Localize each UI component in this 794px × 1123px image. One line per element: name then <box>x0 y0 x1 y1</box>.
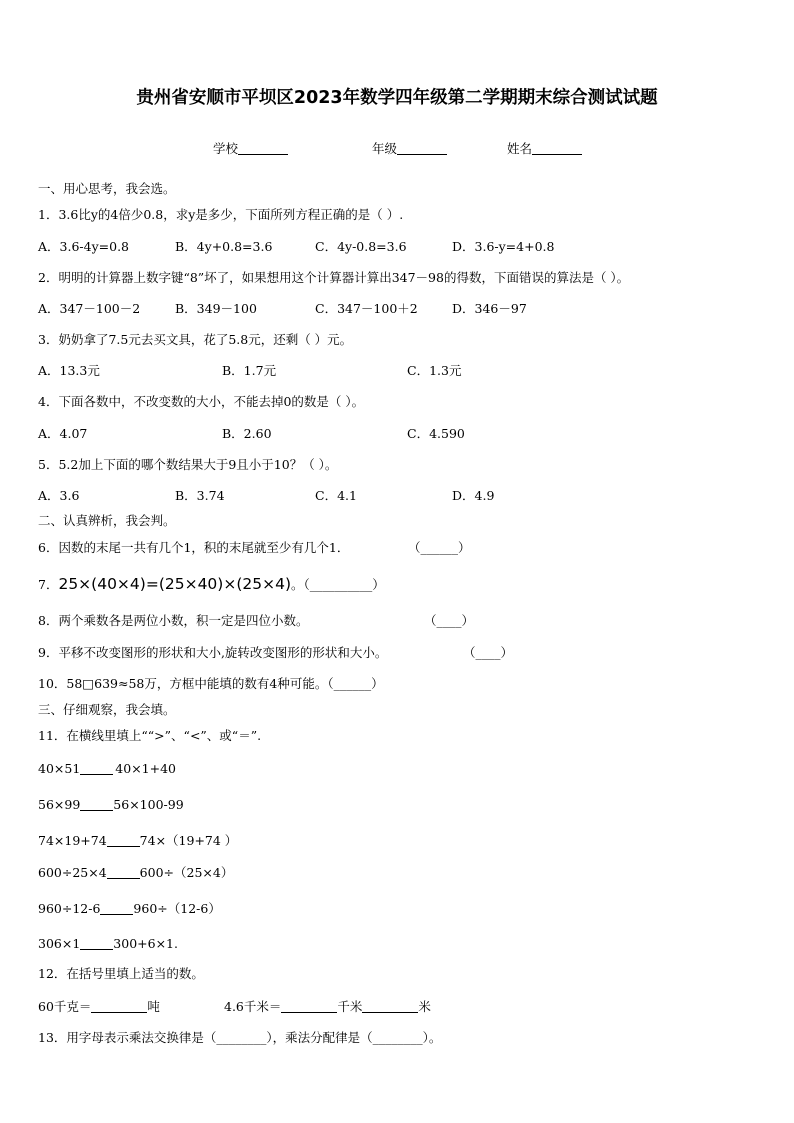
q12-part-2 <box>224 1000 431 1014</box>
q2-option-b[interactable]: B．349－100 <box>175 301 257 316</box>
question-4: 4．下面各数中，不改变数的大小，不能去掉0的数是（ ）。 <box>38 394 365 409</box>
q9-answer-blank[interactable]: （____） <box>463 645 514 660</box>
q6-answer-blank[interactable]: （______） <box>408 540 471 555</box>
q11-item-blank[interactable] <box>107 866 140 879</box>
q12-p2-blank-1[interactable] <box>281 1000 337 1013</box>
question-6: 6．因数的末尾一共有几个1，积的末尾就至少有几个1． <box>38 540 350 555</box>
q1-option-b[interactable]: B．4y+0.8=3.6 <box>175 239 273 254</box>
section-2-heading: 二、认真辨析，我会判。 <box>38 513 176 528</box>
section-3-heading: 三、仔细观察，我会填。 <box>38 702 176 717</box>
q12-p1-unit: 吨 <box>147 999 160 1014</box>
q11-item-4 <box>38 866 233 880</box>
q11-item-right: 600÷（25×4） <box>139 865 234 880</box>
name-label: 姓名 <box>507 141 533 156</box>
q12-p2-unit-2: 米 <box>418 999 431 1014</box>
q5-option-a[interactable]: A．3.6 <box>38 488 80 503</box>
q5-option-b[interactable]: B．3.74 <box>175 488 225 503</box>
q4-option-c[interactable]: C．4.590 <box>407 426 465 441</box>
q11-item-left: 600÷25×4 <box>38 865 107 880</box>
q11-item-right: 960÷（12-6） <box>133 901 221 916</box>
q5-option-d[interactable]: D．4.9 <box>452 488 495 503</box>
q1-option-a[interactable]: A．3.6-4y=0.8 <box>38 239 129 254</box>
q11-item-5 <box>38 902 221 916</box>
q7-answer-blank[interactable]: （__________） <box>303 577 385 592</box>
q3-option-b[interactable]: B．1.7元 <box>222 363 277 378</box>
school-label: 学校 <box>213 141 239 156</box>
q11-item-right: 300+6×1. <box>113 936 178 951</box>
grade-field <box>372 142 447 156</box>
q12-p2-unit-1: 千米 <box>337 999 363 1014</box>
q11-item-3 <box>38 834 237 848</box>
q7-tail: 。 <box>291 577 304 592</box>
question-13: 13．用字母表示乘法交换律是（________），乘法分配律是（________）。 <box>38 1030 442 1045</box>
question-10: 10．58□639≈58万，方框中能填的数有4种可能。（______） <box>38 676 384 691</box>
q11-item-blank[interactable] <box>80 937 113 950</box>
grade-blank[interactable] <box>397 142 447 155</box>
q12-p1-blank[interactable] <box>91 1000 147 1013</box>
q3-option-a[interactable]: A．13.3元 <box>38 363 100 378</box>
q2-option-a[interactable]: A．347－100－2 <box>38 301 141 316</box>
q4-option-b[interactable]: B．2.60 <box>222 426 272 441</box>
q1-option-c[interactable]: C．4y-0.8=3.6 <box>315 239 407 254</box>
question-5: 5．5.2加上下面的哪个数结果大于9且小于10？（ ）。 <box>38 457 338 472</box>
q1-option-d[interactable]: D．3.6-y=4+0.8 <box>452 239 555 254</box>
q11-item-left: 40×51 <box>38 761 81 776</box>
q11-item-blank[interactable] <box>80 762 113 775</box>
question-9: 9．平移不改变图形的形状和大小,旋转改变图形的形状和大小。 <box>38 645 388 660</box>
school-blank[interactable] <box>238 142 288 155</box>
question-11: 11．在横线里填上““>”、“<”、或“＝”. <box>38 728 262 743</box>
q12-p2-label: 4.6千米＝ <box>224 999 282 1014</box>
q7-expression: 25×(40×4)=(25×40)×(25×4) <box>58 575 291 593</box>
q3-option-c[interactable]: C．1.3元 <box>407 363 462 378</box>
q11-item-blank[interactable] <box>100 902 133 915</box>
q12-part-1 <box>38 1000 160 1014</box>
q11-item-right: 74×（19+74 ） <box>139 833 238 848</box>
q11-item-6 <box>38 937 178 951</box>
question-12: 12．在括号里填上适当的数。 <box>38 966 204 981</box>
q11-item-1 <box>38 762 176 776</box>
section-1-heading: 一、用心思考，我会选。 <box>38 181 176 196</box>
name-blank[interactable] <box>532 142 582 155</box>
page-title: 贵州省安顺市平坝区2023年数学四年级第二学期期末综合测试试题 <box>136 88 658 108</box>
question-7 <box>38 577 385 593</box>
q5-option-c[interactable]: C．4.1 <box>315 488 357 503</box>
q7-number: 7． <box>38 577 59 592</box>
q11-item-left: 960÷12-6 <box>38 901 101 916</box>
question-1: 1．3.6比y的4倍少0.8，求y是多少，下面所列方程正确的是（ ）. <box>38 207 404 222</box>
grade-label: 年级 <box>372 141 398 156</box>
q2-option-c[interactable]: C．347－100＋2 <box>315 301 418 316</box>
q8-answer-blank[interactable]: （____） <box>424 613 475 628</box>
q11-item-right: 56×100-99 <box>113 797 184 812</box>
question-8: 8．两个乘数各是两位小数，积一定是四位小数。 <box>38 613 309 628</box>
q4-option-a[interactable]: A．4.07 <box>38 426 88 441</box>
school-field <box>213 142 288 156</box>
q2-option-d[interactable]: D．346－97 <box>452 301 527 316</box>
q11-item-right: 40×1+40 <box>115 761 177 776</box>
q12-p1-label: 60千克＝ <box>38 999 92 1014</box>
question-2: 2．明明的计算器上数字键“8”坏了，如果想用这个计算器计算出347－98的得数，下面错误的算法是（ ）。 <box>38 270 630 285</box>
name-field <box>507 142 582 156</box>
question-3: 3．奶奶拿了7.5元去买文具，花了5.8元，还剩（ ）元。 <box>38 332 353 347</box>
q11-item-left: 306×1 <box>38 936 81 951</box>
q11-item-left: 74×19+74 <box>38 833 107 848</box>
q11-item-blank[interactable] <box>80 798 113 811</box>
q12-p2-blank-2[interactable] <box>362 1000 418 1013</box>
q11-item-2 <box>38 798 184 812</box>
q11-item-left: 56×99 <box>38 797 81 812</box>
q11-item-blank[interactable] <box>107 834 140 847</box>
